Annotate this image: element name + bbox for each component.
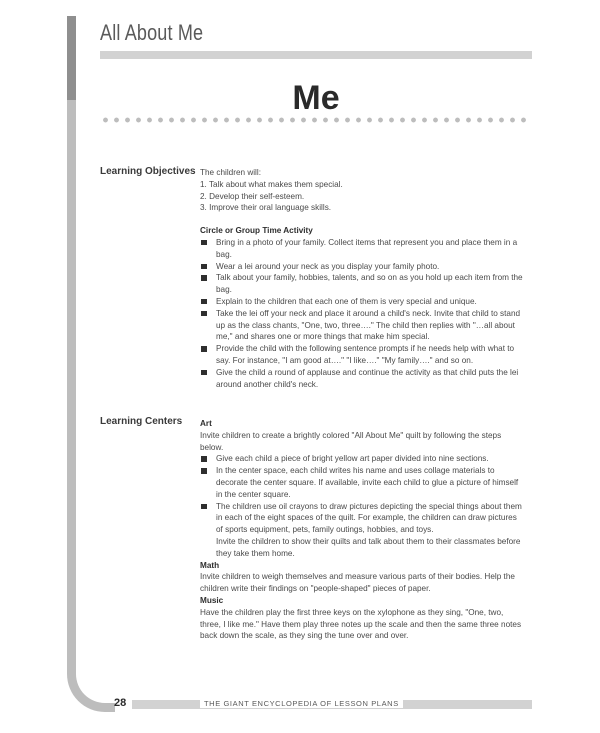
- square-bullet-icon: [201, 299, 207, 305]
- art-intro: Invite children to create a brightly colored "All About Me" quilt by following the steps below.: [200, 430, 502, 452]
- math-text: Invite children to weigh themselves and measure various parts of their bodies. Help the children write their findings on "people-shaped" pieces of paper.: [200, 572, 515, 594]
- art-list: [200, 453, 524, 536]
- margin-curve: [67, 100, 115, 712]
- list-item: Provide the child with the following sentence prompts if he needs help with what to say. For instance, "I am good at…." "I like…." "My family…." and so on.: [200, 343, 524, 367]
- objectives-section: [200, 167, 524, 390]
- dotted-divider: [100, 117, 532, 123]
- list-item: Wear a lei around your neck as you display your family photo.: [200, 261, 524, 273]
- page-number: 28: [114, 697, 127, 709]
- list-item: In the center space, each child writes his name and uses collage materials to decorate the center square. If available, invite each child to glue a picture of himself in the center square.: [200, 465, 524, 500]
- page-title: Me: [292, 79, 340, 117]
- objectives-label: Learning Objectives: [100, 166, 196, 177]
- objective-item: 3. Improve their oral language skills.: [200, 203, 332, 213]
- objective-item: 1. Talk about what makes them special.: [200, 179, 343, 189]
- square-bullet-icon: [201, 468, 207, 474]
- book-title: THE GIANT ENCYCLOPEDIA OF LESSON PLANS: [200, 699, 403, 708]
- centers-label: Learning Centers: [100, 416, 183, 427]
- math-heading: Math: [200, 560, 220, 570]
- art-followup: Invite the children to show their quilts and talk about them to their classmates before they take them home.: [216, 536, 521, 558]
- square-bullet-icon: [201, 370, 207, 376]
- art-heading: Art: [200, 419, 212, 428]
- square-bullet-icon: [201, 264, 207, 270]
- list-item: Explain to the children that each one of them is very special and unique.: [200, 296, 524, 308]
- square-bullet-icon: [201, 456, 207, 462]
- music-heading: Music: [200, 595, 224, 605]
- objective-item: 2. Develop their self-esteem.: [200, 191, 305, 201]
- circle-time-heading: Circle or Group Time Activity: [200, 226, 313, 236]
- chapter-title: All About Me: [100, 20, 204, 45]
- list-item: Take the lei off your neck and place it around a child's neck. Invite that child to stand up as the class chants, "One, two, three…." The child then replies with "…all about me," and shares one or more things that make him special.: [200, 308, 524, 343]
- square-bullet-icon: [201, 504, 207, 510]
- circle-time-list: [200, 237, 524, 390]
- header-rule: [100, 51, 532, 59]
- list-item: Talk about your family, hobbies, talents, and so on as you hold up each item from the bag.: [200, 272, 524, 296]
- square-bullet-icon: [201, 240, 207, 246]
- objectives-intro: The children will:: [200, 168, 261, 177]
- square-bullet-icon: [201, 311, 207, 317]
- music-text: Have the children play the first three keys on the xylophone as they sing, "One, two, three, I like me." Have them play three notes up the scale and then the same three notes back down the scale, as they sing the tune over and over.: [200, 607, 522, 641]
- square-bullet-icon: [201, 275, 207, 281]
- list-item: Bring in a photo of your family. Collect items that represent you and place them in a bag.: [200, 237, 524, 261]
- centers-section: [200, 418, 524, 642]
- list-item: Give the child a round of applause and continue the activity as that child puts the lei around another child's neck.: [200, 367, 524, 391]
- list-item: The children use oil crayons to draw pictures depicting the special things about them in each of the eight spaces of the quilt. For example, the children can draw pictures of sports equipment, pets, family outings, hobbies, and toys.: [200, 501, 524, 536]
- list-item: Give each child a piece of bright yellow art paper divided into nine sections.: [200, 453, 524, 465]
- square-bullet-icon: [201, 346, 207, 352]
